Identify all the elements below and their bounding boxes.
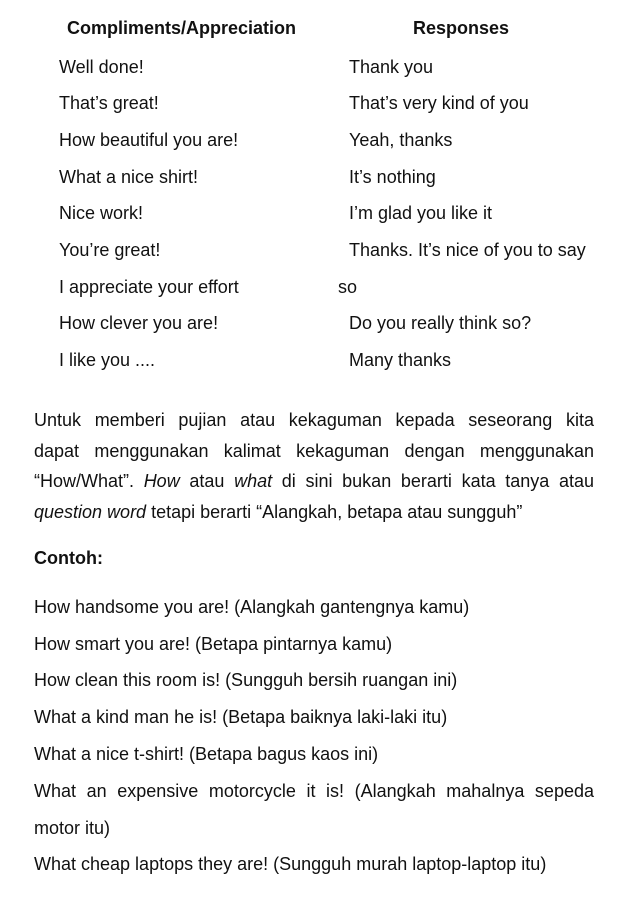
table-row	[0, 201, 634, 225]
table-row	[0, 55, 634, 79]
paragraph-line: Untuk memberi pujian atau kekaguman kepada seseorang kita	[34, 410, 594, 430]
compliment-cell: Well done!	[59, 57, 144, 77]
table-row	[0, 348, 634, 372]
response-cell: Do you really think so?	[349, 313, 532, 333]
compliment-cell: What a nice shirt!	[59, 167, 199, 187]
table-header-responses: Responses	[413, 18, 510, 38]
response-cell: Thank you	[349, 57, 434, 77]
response-cell: Many thanks	[349, 350, 452, 370]
paragraph-italic-text: question word	[34, 501, 147, 522]
table-row	[0, 165, 634, 189]
table-row	[0, 238, 634, 262]
paragraph-italic-text: How	[143, 471, 180, 491]
compliment-cell: You’re great!	[59, 240, 161, 260]
response-overflow-text: so	[338, 277, 358, 297]
table-row	[0, 91, 634, 115]
paragraph-line	[34, 497, 594, 528]
compliment-cell: I like you ....	[59, 350, 156, 370]
response-cell: Yeah, thanks	[349, 130, 453, 150]
table-row	[0, 128, 634, 152]
example-item: What cheap laptops they are! (Sungguh murah laptop-laptop itu)	[34, 854, 547, 874]
examples-heading: Contoh:	[34, 548, 103, 568]
table-row	[0, 311, 634, 335]
response-cell: Thanks. It’s nice of you to say	[349, 240, 586, 260]
paragraph-line: dapat menggunakan kalimat kekaguman dengan menggunakan	[34, 440, 594, 461]
paragraph-text: tetapi berarti “Alangkah, betapa atau sungguh”	[146, 501, 523, 522]
compliment-cell: Nice work!	[59, 203, 144, 223]
compliment-cell: That’s great!	[59, 93, 159, 113]
explanation-paragraph	[34, 405, 594, 527]
example-item: How smart you are! (Betapa pintarnya kamu)	[34, 634, 393, 654]
example-item: What an expensive motorcycle it is! (Alangkah mahalnya sepeda	[34, 781, 594, 801]
compliment-cell: How beautiful you are!	[59, 130, 239, 150]
paragraph-text: atau	[179, 471, 235, 491]
paragraph-text: di sini bukan berarti kata tanya atau	[272, 471, 594, 491]
response-cell: It’s nothing	[349, 167, 436, 187]
example-item: What a kind man he is! (Betapa baiknya laki-laki itu)	[34, 707, 448, 727]
table-row	[0, 275, 634, 299]
table-header-compliments: Compliments/Appreciation	[67, 18, 297, 38]
paragraph-text: “How/What”.	[34, 471, 144, 491]
example-item: How handsome you are! (Alangkah gantengnya kamu)	[34, 597, 470, 617]
example-item: What a nice t-shirt! (Betapa bagus kaos ini)	[34, 744, 379, 764]
compliment-cell: How clever you are!	[59, 313, 219, 333]
compliment-cell: I appreciate your effort	[59, 277, 239, 297]
example-item-continuation: motor itu)	[34, 818, 111, 838]
example-item: How clean this room is! (Sungguh bersih ruangan ini)	[34, 670, 458, 690]
response-cell: That’s very kind of you	[349, 93, 529, 113]
paragraph-line	[34, 466, 594, 497]
response-cell: I’m glad you like it	[349, 203, 493, 223]
paragraph-italic-text: what	[234, 471, 273, 491]
